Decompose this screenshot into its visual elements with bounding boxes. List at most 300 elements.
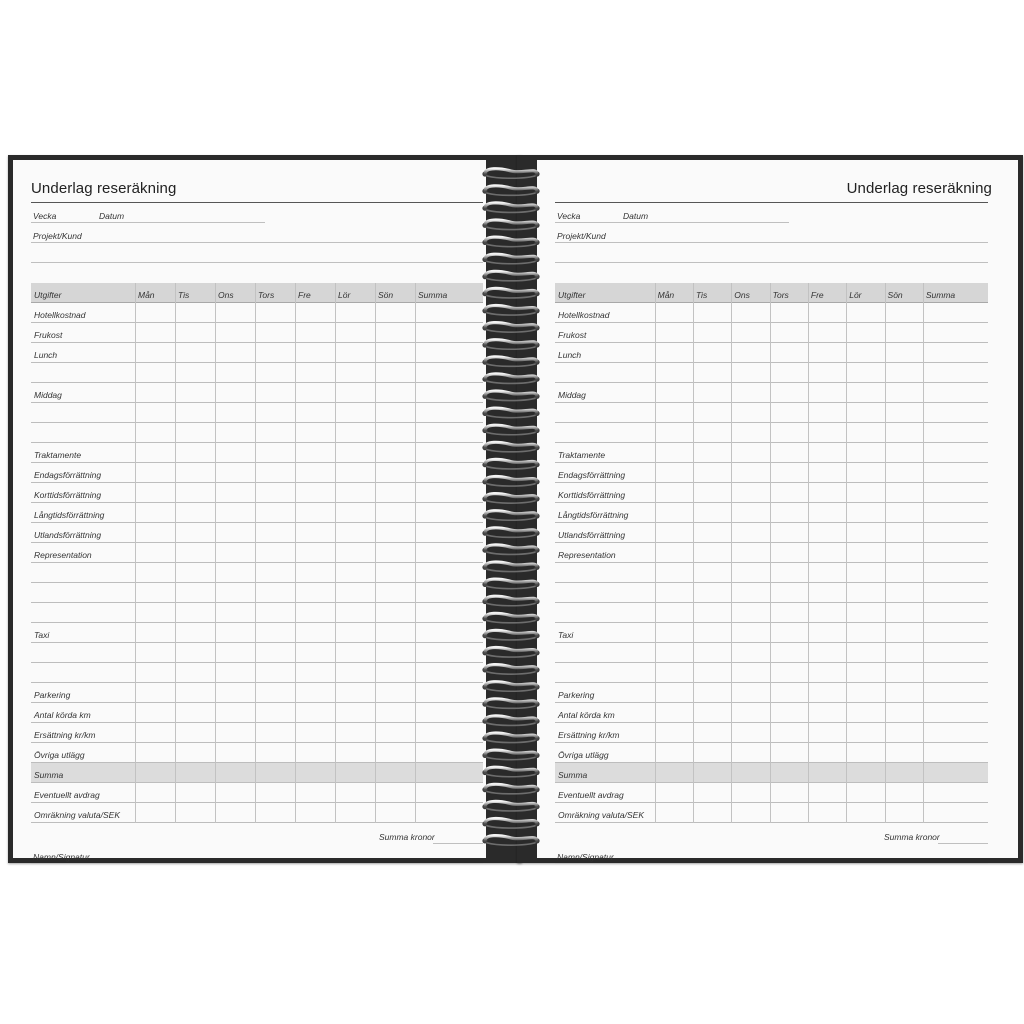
entry-cell[interactable]	[415, 623, 483, 643]
entry-cell[interactable]	[693, 583, 731, 603]
entry-cell[interactable]	[215, 343, 255, 363]
entry-cell[interactable]	[731, 703, 769, 723]
entry-cell[interactable]	[335, 503, 375, 523]
entry-cell[interactable]	[846, 623, 884, 643]
entry-cell[interactable]	[295, 743, 335, 763]
entry-cell[interactable]	[655, 383, 693, 403]
entry-cell[interactable]	[731, 683, 769, 703]
entry-cell[interactable]	[655, 583, 693, 603]
entry-cell[interactable]	[175, 603, 215, 623]
entry-cell[interactable]	[175, 803, 215, 823]
entry-cell[interactable]	[175, 623, 215, 643]
entry-cell[interactable]	[770, 423, 808, 443]
entry-cell[interactable]	[808, 583, 846, 603]
entry-cell[interactable]	[255, 583, 295, 603]
entry-cell[interactable]	[846, 603, 884, 623]
entry-cell[interactable]	[175, 303, 215, 323]
entry-cell[interactable]	[295, 463, 335, 483]
entry-cell[interactable]	[375, 483, 415, 503]
entry-cell[interactable]	[808, 383, 846, 403]
entry-cell[interactable]	[885, 383, 923, 403]
entry-cell[interactable]	[655, 323, 693, 343]
entry-cell[interactable]	[335, 323, 375, 343]
entry-cell[interactable]	[375, 343, 415, 363]
entry-cell[interactable]	[415, 763, 483, 783]
entry-cell[interactable]	[846, 323, 884, 343]
entry-cell[interactable]	[770, 443, 808, 463]
entry-cell[interactable]	[335, 663, 375, 683]
entry-cell[interactable]	[375, 663, 415, 683]
entry-cell[interactable]	[923, 543, 988, 563]
entry-cell[interactable]	[175, 443, 215, 463]
entry-cell[interactable]	[770, 663, 808, 683]
entry-cell[interactable]	[295, 643, 335, 663]
entry-cell[interactable]	[175, 583, 215, 603]
entry-cell[interactable]	[885, 663, 923, 683]
entry-cell[interactable]	[295, 603, 335, 623]
entry-cell[interactable]	[135, 343, 175, 363]
entry-cell[interactable]	[375, 603, 415, 623]
entry-cell[interactable]	[255, 803, 295, 823]
entry-cell[interactable]	[923, 783, 988, 803]
entry-cell[interactable]	[335, 603, 375, 623]
entry-cell[interactable]	[415, 743, 483, 763]
entry-cell[interactable]	[175, 543, 215, 563]
entry-cell[interactable]	[693, 543, 731, 563]
entry-cell[interactable]	[808, 803, 846, 823]
entry-cell[interactable]	[923, 803, 988, 823]
entry-cell[interactable]	[335, 703, 375, 723]
entry-cell[interactable]	[885, 343, 923, 363]
entry-cell[interactable]	[655, 803, 693, 823]
entry-cell[interactable]	[295, 343, 335, 363]
entry-cell[interactable]	[175, 683, 215, 703]
entry-cell[interactable]	[885, 763, 923, 783]
entry-cell[interactable]	[375, 703, 415, 723]
entry-cell[interactable]	[731, 603, 769, 623]
entry-cell[interactable]	[693, 803, 731, 823]
entry-cell[interactable]	[255, 503, 295, 523]
entry-cell[interactable]	[693, 783, 731, 803]
entry-cell[interactable]	[135, 583, 175, 603]
entry-cell[interactable]	[375, 363, 415, 383]
projekt-kund-line[interactable]	[31, 242, 483, 243]
entry-cell[interactable]	[731, 523, 769, 543]
summa-kronor-line[interactable]	[433, 843, 483, 844]
entry-cell[interactable]	[885, 323, 923, 343]
entry-cell[interactable]	[731, 583, 769, 603]
entry-cell[interactable]	[808, 423, 846, 443]
entry-cell[interactable]	[415, 323, 483, 343]
entry-cell[interactable]	[255, 643, 295, 663]
entry-cell[interactable]	[846, 783, 884, 803]
entry-cell[interactable]	[415, 343, 483, 363]
entry-cell[interactable]	[808, 563, 846, 583]
entry-cell[interactable]	[415, 363, 483, 383]
entry-cell[interactable]	[295, 543, 335, 563]
entry-cell[interactable]	[135, 703, 175, 723]
entry-cell[interactable]	[175, 703, 215, 723]
entry-cell[interactable]	[770, 503, 808, 523]
entry-cell[interactable]	[215, 803, 255, 823]
entry-cell[interactable]	[295, 323, 335, 343]
entry-cell[interactable]	[135, 443, 175, 463]
entry-cell[interactable]	[885, 783, 923, 803]
entry-cell[interactable]	[255, 423, 295, 443]
entry-cell[interactable]	[295, 683, 335, 703]
entry-cell[interactable]	[295, 703, 335, 723]
entry-cell[interactable]	[655, 543, 693, 563]
entry-cell[interactable]	[693, 443, 731, 463]
entry-cell[interactable]	[415, 383, 483, 403]
entry-cell[interactable]	[135, 323, 175, 343]
entry-cell[interactable]	[375, 743, 415, 763]
entry-cell[interactable]	[415, 483, 483, 503]
entry-cell[interactable]	[415, 503, 483, 523]
entry-cell[interactable]	[175, 383, 215, 403]
entry-cell[interactable]	[770, 463, 808, 483]
entry-cell[interactable]	[335, 743, 375, 763]
entry-cell[interactable]	[885, 643, 923, 663]
entry-cell[interactable]	[335, 563, 375, 583]
entry-cell[interactable]	[693, 563, 731, 583]
entry-cell[interactable]	[885, 583, 923, 603]
entry-cell[interactable]	[375, 463, 415, 483]
entry-cell[interactable]	[215, 563, 255, 583]
entry-cell[interactable]	[655, 523, 693, 543]
entry-cell[interactable]	[923, 423, 988, 443]
entry-cell[interactable]	[335, 783, 375, 803]
entry-cell[interactable]	[255, 623, 295, 643]
entry-cell[interactable]	[693, 423, 731, 443]
entry-cell[interactable]	[375, 523, 415, 543]
entry-cell[interactable]	[885, 443, 923, 463]
entry-cell[interactable]	[770, 743, 808, 763]
entry-cell[interactable]	[335, 543, 375, 563]
entry-cell[interactable]	[375, 763, 415, 783]
entry-cell[interactable]	[335, 723, 375, 743]
vecka-datum-line[interactable]	[555, 222, 789, 223]
entry-cell[interactable]	[770, 563, 808, 583]
entry-cell[interactable]	[655, 603, 693, 623]
entry-cell[interactable]	[175, 783, 215, 803]
entry-cell[interactable]	[295, 583, 335, 603]
entry-cell[interactable]	[215, 303, 255, 323]
entry-cell[interactable]	[808, 623, 846, 643]
entry-cell[interactable]	[693, 383, 731, 403]
entry-cell[interactable]	[255, 603, 295, 623]
entry-cell[interactable]	[693, 463, 731, 483]
entry-cell[interactable]	[808, 483, 846, 503]
entry-cell[interactable]	[375, 443, 415, 463]
entry-cell[interactable]	[808, 703, 846, 723]
entry-cell[interactable]	[135, 723, 175, 743]
entry-cell[interactable]	[731, 463, 769, 483]
entry-cell[interactable]	[846, 723, 884, 743]
entry-cell[interactable]	[335, 403, 375, 423]
entry-cell[interactable]	[885, 403, 923, 423]
entry-cell[interactable]	[335, 303, 375, 323]
entry-cell[interactable]	[846, 423, 884, 443]
entry-cell[interactable]	[731, 403, 769, 423]
entry-cell[interactable]	[135, 503, 175, 523]
entry-cell[interactable]	[135, 743, 175, 763]
entry-cell[interactable]	[255, 403, 295, 423]
entry-cell[interactable]	[175, 423, 215, 443]
entry-cell[interactable]	[693, 483, 731, 503]
entry-cell[interactable]	[770, 763, 808, 783]
entry-cell[interactable]	[655, 463, 693, 483]
entry-cell[interactable]	[295, 783, 335, 803]
entry-cell[interactable]	[731, 763, 769, 783]
entry-cell[interactable]	[885, 483, 923, 503]
entry-cell[interactable]	[731, 423, 769, 443]
entry-cell[interactable]	[135, 543, 175, 563]
entry-cell[interactable]	[295, 803, 335, 823]
entry-cell[interactable]	[415, 543, 483, 563]
entry-cell[interactable]	[770, 643, 808, 663]
entry-cell[interactable]	[375, 623, 415, 643]
entry-cell[interactable]	[295, 523, 335, 543]
entry-cell[interactable]	[335, 383, 375, 403]
entry-cell[interactable]	[923, 323, 988, 343]
entry-cell[interactable]	[135, 663, 175, 683]
entry-cell[interactable]	[923, 443, 988, 463]
entry-cell[interactable]	[885, 603, 923, 623]
entry-cell[interactable]	[175, 343, 215, 363]
entry-cell[interactable]	[693, 523, 731, 543]
entry-cell[interactable]	[655, 723, 693, 743]
entry-cell[interactable]	[135, 463, 175, 483]
entry-cell[interactable]	[135, 303, 175, 323]
entry-cell[interactable]	[846, 343, 884, 363]
entry-cell[interactable]	[693, 623, 731, 643]
entry-cell[interactable]	[770, 383, 808, 403]
entry-cell[interactable]	[731, 363, 769, 383]
entry-cell[interactable]	[375, 323, 415, 343]
entry-cell[interactable]	[335, 623, 375, 643]
entry-cell[interactable]	[693, 343, 731, 363]
entry-cell[interactable]	[923, 463, 988, 483]
entry-cell[interactable]	[885, 623, 923, 643]
entry-cell[interactable]	[295, 403, 335, 423]
entry-cell[interactable]	[255, 723, 295, 743]
entry-cell[interactable]	[135, 383, 175, 403]
entry-cell[interactable]	[415, 443, 483, 463]
entry-cell[interactable]	[923, 683, 988, 703]
entry-cell[interactable]	[846, 583, 884, 603]
entry-cell[interactable]	[770, 483, 808, 503]
entry-cell[interactable]	[808, 683, 846, 703]
entry-cell[interactable]	[770, 403, 808, 423]
entry-cell[interactable]	[175, 403, 215, 423]
entry-cell[interactable]	[415, 803, 483, 823]
entry-cell[interactable]	[731, 743, 769, 763]
entry-cell[interactable]	[655, 483, 693, 503]
entry-cell[interactable]	[885, 303, 923, 323]
entry-cell[interactable]	[175, 363, 215, 383]
entry-cell[interactable]	[215, 683, 255, 703]
entry-cell[interactable]	[923, 643, 988, 663]
entry-cell[interactable]	[215, 543, 255, 563]
entry-cell[interactable]	[808, 303, 846, 323]
entry-cell[interactable]	[655, 343, 693, 363]
entry-cell[interactable]	[808, 643, 846, 663]
entry-cell[interactable]	[846, 403, 884, 423]
entry-cell[interactable]	[846, 803, 884, 823]
entry-cell[interactable]	[923, 503, 988, 523]
entry-cell[interactable]	[770, 583, 808, 603]
entry-cell[interactable]	[415, 703, 483, 723]
entry-cell[interactable]	[295, 763, 335, 783]
entry-cell[interactable]	[255, 783, 295, 803]
entry-cell[interactable]	[693, 703, 731, 723]
entry-cell[interactable]	[731, 663, 769, 683]
entry-cell[interactable]	[215, 403, 255, 423]
entry-cell[interactable]	[215, 763, 255, 783]
entry-cell[interactable]	[415, 303, 483, 323]
entry-cell[interactable]	[770, 543, 808, 563]
entry-cell[interactable]	[923, 483, 988, 503]
entry-cell[interactable]	[415, 583, 483, 603]
projekt-kund-line-2[interactable]	[31, 262, 483, 263]
entry-cell[interactable]	[923, 563, 988, 583]
entry-cell[interactable]	[255, 523, 295, 543]
entry-cell[interactable]	[731, 303, 769, 323]
entry-cell[interactable]	[375, 503, 415, 523]
entry-cell[interactable]	[215, 323, 255, 343]
entry-cell[interactable]	[808, 343, 846, 363]
entry-cell[interactable]	[923, 343, 988, 363]
entry-cell[interactable]	[375, 723, 415, 743]
entry-cell[interactable]	[215, 603, 255, 623]
entry-cell[interactable]	[255, 303, 295, 323]
entry-cell[interactable]	[415, 523, 483, 543]
entry-cell[interactable]	[295, 383, 335, 403]
entry-cell[interactable]	[295, 423, 335, 443]
entry-cell[interactable]	[255, 323, 295, 343]
entry-cell[interactable]	[175, 663, 215, 683]
entry-cell[interactable]	[731, 443, 769, 463]
entry-cell[interactable]	[255, 443, 295, 463]
entry-cell[interactable]	[770, 523, 808, 543]
entry-cell[interactable]	[885, 543, 923, 563]
entry-cell[interactable]	[885, 463, 923, 483]
entry-cell[interactable]	[335, 583, 375, 603]
entry-cell[interactable]	[415, 723, 483, 743]
entry-cell[interactable]	[175, 563, 215, 583]
entry-cell[interactable]	[923, 723, 988, 743]
entry-cell[interactable]	[846, 763, 884, 783]
entry-cell[interactable]	[885, 703, 923, 723]
entry-cell[interactable]	[375, 383, 415, 403]
entry-cell[interactable]	[175, 483, 215, 503]
entry-cell[interactable]	[770, 703, 808, 723]
entry-cell[interactable]	[808, 363, 846, 383]
entry-cell[interactable]	[375, 403, 415, 423]
entry-cell[interactable]	[415, 563, 483, 583]
entry-cell[interactable]	[846, 543, 884, 563]
entry-cell[interactable]	[135, 403, 175, 423]
entry-cell[interactable]	[693, 683, 731, 703]
entry-cell[interactable]	[808, 463, 846, 483]
entry-cell[interactable]	[923, 623, 988, 643]
entry-cell[interactable]	[655, 623, 693, 643]
entry-cell[interactable]	[731, 483, 769, 503]
entry-cell[interactable]	[731, 623, 769, 643]
entry-cell[interactable]	[885, 563, 923, 583]
entry-cell[interactable]	[175, 523, 215, 543]
entry-cell[interactable]	[923, 403, 988, 423]
entry-cell[interactable]	[255, 763, 295, 783]
entry-cell[interactable]	[295, 503, 335, 523]
entry-cell[interactable]	[255, 683, 295, 703]
entry-cell[interactable]	[215, 483, 255, 503]
entry-cell[interactable]	[846, 383, 884, 403]
entry-cell[interactable]	[731, 323, 769, 343]
entry-cell[interactable]	[808, 763, 846, 783]
entry-cell[interactable]	[693, 663, 731, 683]
entry-cell[interactable]	[846, 643, 884, 663]
entry-cell[interactable]	[335, 363, 375, 383]
entry-cell[interactable]	[731, 383, 769, 403]
entry-cell[interactable]	[846, 703, 884, 723]
entry-cell[interactable]	[770, 723, 808, 743]
namn-signatur-line[interactable]	[555, 863, 988, 864]
entry-cell[interactable]	[375, 583, 415, 603]
entry-cell[interactable]	[295, 303, 335, 323]
entry-cell[interactable]	[255, 563, 295, 583]
entry-cell[interactable]	[375, 303, 415, 323]
entry-cell[interactable]	[295, 483, 335, 503]
entry-cell[interactable]	[215, 623, 255, 643]
summa-kronor-line[interactable]	[938, 843, 988, 844]
entry-cell[interactable]	[375, 423, 415, 443]
entry-cell[interactable]	[693, 723, 731, 743]
entry-cell[interactable]	[215, 503, 255, 523]
entry-cell[interactable]	[255, 483, 295, 503]
entry-cell[interactable]	[655, 763, 693, 783]
entry-cell[interactable]	[215, 363, 255, 383]
entry-cell[interactable]	[770, 623, 808, 643]
entry-cell[interactable]	[215, 583, 255, 603]
entry-cell[interactable]	[885, 803, 923, 823]
entry-cell[interactable]	[415, 663, 483, 683]
entry-cell[interactable]	[846, 463, 884, 483]
entry-cell[interactable]	[731, 803, 769, 823]
entry-cell[interactable]	[693, 303, 731, 323]
entry-cell[interactable]	[335, 643, 375, 663]
entry-cell[interactable]	[335, 683, 375, 703]
entry-cell[interactable]	[923, 363, 988, 383]
projekt-kund-line[interactable]	[555, 242, 988, 243]
entry-cell[interactable]	[770, 303, 808, 323]
entry-cell[interactable]	[923, 303, 988, 323]
entry-cell[interactable]	[846, 363, 884, 383]
entry-cell[interactable]	[215, 383, 255, 403]
entry-cell[interactable]	[335, 803, 375, 823]
entry-cell[interactable]	[255, 343, 295, 363]
entry-cell[interactable]	[885, 363, 923, 383]
entry-cell[interactable]	[846, 563, 884, 583]
entry-cell[interactable]	[731, 543, 769, 563]
entry-cell[interactable]	[215, 463, 255, 483]
entry-cell[interactable]	[808, 523, 846, 543]
entry-cell[interactable]	[846, 523, 884, 543]
entry-cell[interactable]	[135, 423, 175, 443]
entry-cell[interactable]	[693, 403, 731, 423]
entry-cell[interactable]	[295, 723, 335, 743]
